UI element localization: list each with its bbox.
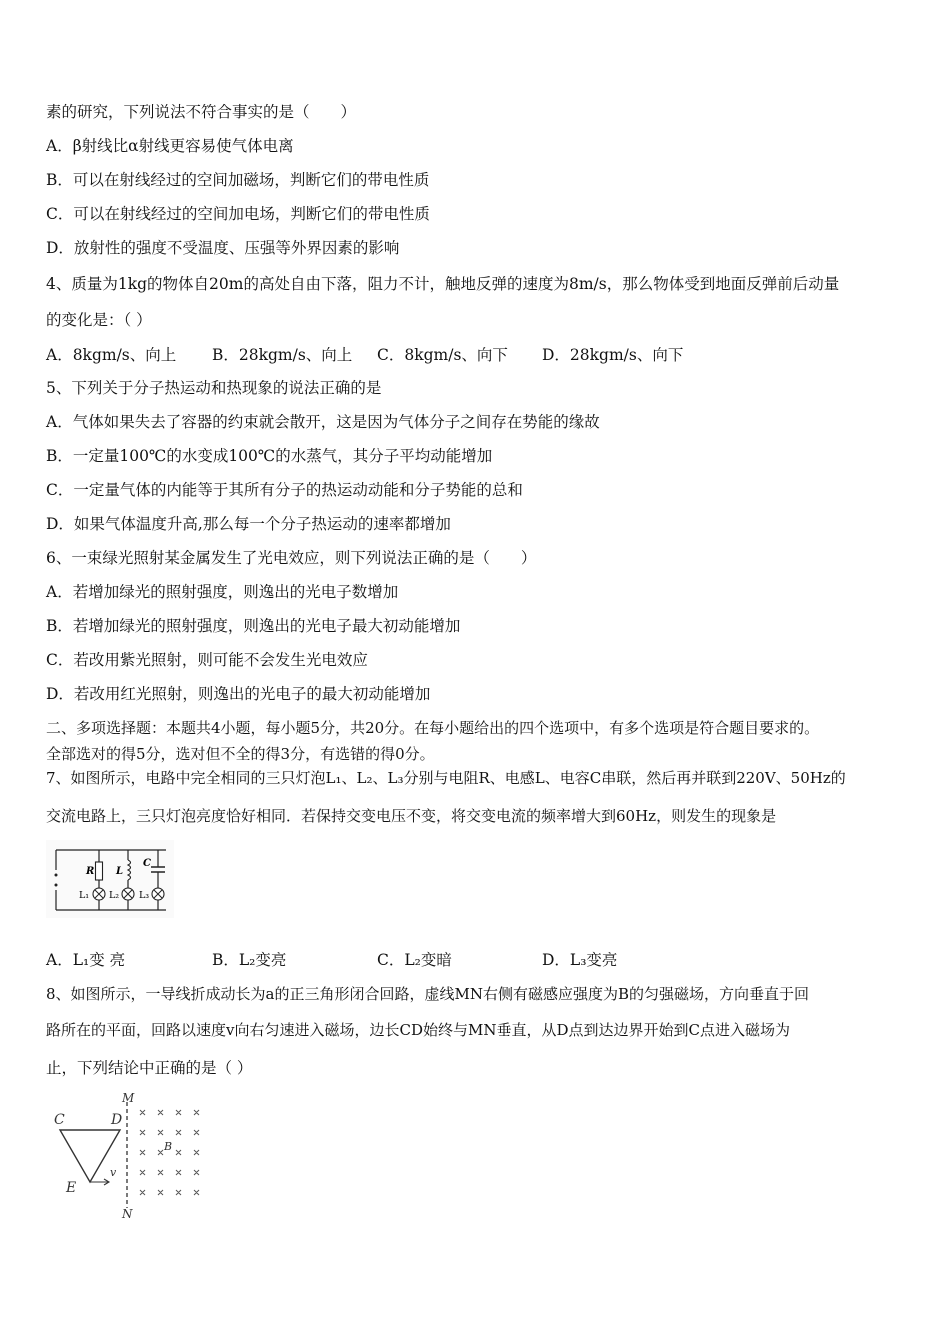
- q7-stem-line1: 7、如图所示，电路中完全相同的三只灯泡L₁、L₂、L₃分别与电阻R、电感L、电容C串联，然后再并联到220V、50Hz的: [46, 769, 846, 787]
- q8-stem-line1: 8、如图所示，一导线折成动长为a的正三角形闭合回路，虚线MN右侧有磁感应强度为B的匀强磁场，方向垂直于回: [46, 985, 809, 1003]
- q5-option-d: D．如果气体温度升高,那么每一个分子热运动的速率都增加: [46, 515, 451, 533]
- q5-option-a: A．气体如果失去了容器的约束就会散开，这是因为气体分子之间存在势能的缘故: [46, 413, 600, 431]
- label-r: R: [86, 866, 95, 877]
- label-l3: L₃: [139, 890, 150, 901]
- q7-option-a: A．L₁变 亮: [46, 951, 126, 969]
- q5-stem: 5、下列关于分子热运动和热现象的说法正确的是: [46, 379, 382, 397]
- q6-option-b: B．若增加绿光的照射强度，则逸出的光电子最大初动能增加: [46, 617, 461, 635]
- label-c: C: [54, 1112, 65, 1128]
- ac-terminal-bottom: [55, 884, 58, 887]
- resistor-symbol: [96, 862, 103, 880]
- lamp-l1-symbol: [93, 888, 105, 900]
- q4-option-b: B．28kgm/s、向上: [212, 346, 353, 364]
- q8-stem-line2: 路所在的平面，回路以速度v向右匀速进入磁场，边长CD始终与MN垂直，从D点到达边界开始到C点进入磁场为: [46, 1021, 790, 1039]
- q6-stem: 6、一束绿光照射某金属发生了光电效应，则下列说法正确的是（ ）: [46, 549, 537, 567]
- q3-option-c: C．可以在射线经过的空间加电场，判断它们的带电性质: [46, 205, 430, 223]
- q8-stem-line3: 止，下列结论中正确的是（ ）: [46, 1059, 253, 1077]
- q3-option-d: D．放射性的强度不受温度、压强等外界因素的影响: [46, 239, 400, 257]
- label-n: N: [122, 1207, 133, 1220]
- q4-stem-line2: 的变化是：（ ）: [46, 311, 152, 329]
- ac-terminal-top: [55, 874, 58, 877]
- label-l1: L₁: [79, 890, 90, 901]
- label-l: L: [116, 866, 124, 877]
- q7-option-d: D．L₃变亮: [542, 951, 618, 969]
- lamp-l3-symbol: [152, 888, 164, 900]
- q6-option-d: D．若改用红光照射，则逸出的光电子的最大初动能增加: [46, 685, 431, 703]
- q7-option-b: B．L₂变亮: [212, 951, 287, 969]
- lamp-l2-symbol: [122, 888, 134, 900]
- section2-heading-line1: 二、多项选择题：本题共4小题，每小题5分，共20分。在每小题给出的四个选项中，有多个选项是符合题目要求的。: [46, 719, 820, 737]
- q7-stem-line2: 交流电路上，三只灯泡亮度恰好相同．若保持交变电压不变，将交变电流的频率增大到60Hz，则发生的现象是: [46, 807, 777, 825]
- label-m: M: [122, 1091, 135, 1105]
- q4-option-c: C．8kgm/s、向下: [377, 346, 508, 364]
- label-b: B: [164, 1140, 173, 1153]
- q3-stem-tail: 素的研究，下列说法不符合事实的是（ ）: [46, 103, 357, 121]
- q8-magnetic-field-figure: [46, 1090, 216, 1220]
- q4-option-a: A．8kgm/s、向上: [46, 346, 177, 364]
- q5-option-b: B．一定量100℃的水变成100℃的水蒸气，其分子平均动能增加: [46, 447, 493, 465]
- q5-option-c: C．一定量气体的内能等于其所有分子的热运动动能和分子势能的总和: [46, 481, 523, 499]
- label-d: D: [111, 1112, 123, 1128]
- label-c: C: [143, 858, 151, 869]
- q6-option-c: C．若改用紫光照射，则可能不会发生光电效应: [46, 651, 368, 669]
- label-e: E: [66, 1180, 77, 1196]
- q3-option-b: B．可以在射线经过的空间加磁场，判断它们的带电性质: [46, 171, 430, 189]
- q7-circuit-figure: [46, 840, 176, 920]
- q4-option-d: D．28kgm/s、向下: [542, 346, 684, 364]
- q6-option-a: A．若增加绿光的照射强度，则逸出的光电子数增加: [46, 583, 399, 601]
- q7-option-c: C．L₂变暗: [377, 951, 452, 969]
- q4-stem-line1: 4、质量为1kg的物体自20m的高处自由下落，阻力不计，触地反弹的速度为8m/s，那么物体受到地面反弹前后动量: [46, 275, 840, 293]
- q3-option-a: A．β射线比α射线更容易使气体电离: [46, 137, 294, 155]
- label-v: v: [110, 1166, 117, 1179]
- circuit-background: [46, 840, 174, 918]
- section2-heading-line2: 全部选对的得5分，选对但不全的得3分，有选错的得0分。: [46, 745, 435, 763]
- label-l2: L₂: [109, 890, 120, 901]
